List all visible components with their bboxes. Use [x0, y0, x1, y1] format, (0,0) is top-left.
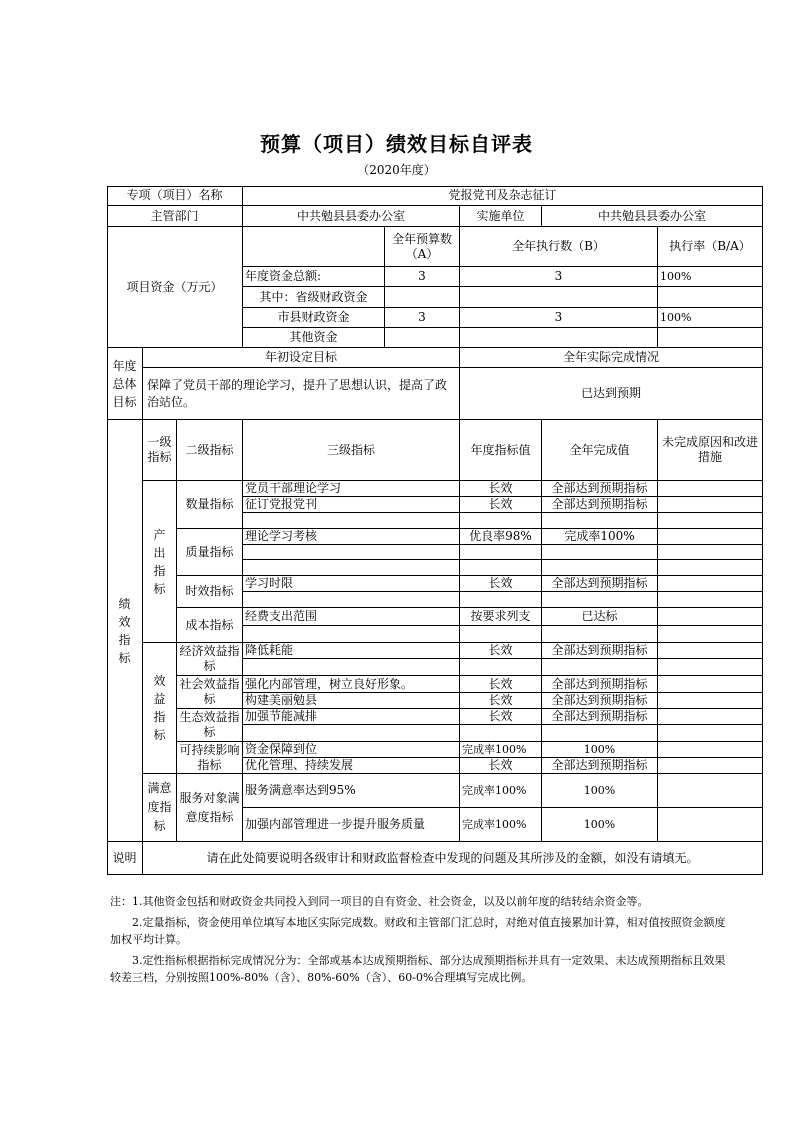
indicator-name: 构建美丽勉县: [243, 693, 460, 709]
empty-cell: [460, 626, 542, 643]
empty-cell: [658, 725, 763, 742]
funds-row-exec: 3: [460, 308, 658, 328]
indicator-target: 长效: [460, 693, 542, 709]
header-target: 年度指标值: [460, 420, 542, 481]
indicator-target: 完成率100%: [460, 774, 542, 808]
header-level3: 三级指标: [243, 420, 460, 481]
overall-goal-label: 年度 总体 目标: [107, 348, 143, 420]
empty-cell: [658, 659, 763, 676]
performance-label: 绩 效 指 标: [107, 420, 143, 842]
empty-cell: [460, 560, 542, 576]
funds-row-budget: [385, 328, 460, 348]
indicator-actual: 全部达到预期指标: [542, 693, 658, 709]
indicator-name: 降低耗能: [243, 643, 460, 659]
economic-indicator-label: 经济效益指标: [177, 643, 243, 676]
indicator-reason: [658, 529, 763, 545]
social-indicator-label: 社会效益指标: [177, 676, 243, 709]
indicator-reason: [658, 676, 763, 693]
empty-cell: [243, 560, 460, 576]
indicator-name: 加强内部管理进一步提升服务质量: [243, 808, 460, 842]
funds-col-exec: 全年执行数（B）: [460, 227, 658, 267]
indicator-reason: [658, 608, 763, 626]
empty-cell: [460, 725, 542, 742]
indicator-target: 长效: [460, 497, 542, 513]
funds-row-budget: 3: [385, 267, 460, 287]
remark-label: 说明: [107, 842, 143, 875]
page-title: 预算（项目）绩效目标自评表: [260, 132, 533, 156]
funds-header-blank: [243, 227, 385, 267]
indicator-name: 学习时限: [243, 576, 460, 592]
funds-row-name: 其他资金: [243, 328, 385, 348]
empty-cell: [243, 626, 460, 643]
funds-row-exec: [460, 287, 658, 308]
empty-cell: [542, 560, 658, 576]
funds-row-name: 市县财政资金: [243, 308, 385, 328]
footnotes: [110, 893, 730, 990]
indicator-target: 按要求列支: [460, 608, 542, 626]
empty-cell: [542, 545, 658, 560]
empty-cell: [460, 513, 542, 529]
service-satisfaction-label: 服务对象满意度指标: [177, 774, 243, 842]
executor-label: 实施单位: [460, 206, 542, 227]
empty-cell: [243, 659, 460, 676]
ecology-indicator-label: 生态效益指标: [177, 709, 243, 742]
supervisor-value: 中共勉县县委办公室: [243, 206, 460, 227]
funds-row-rate: [658, 287, 763, 308]
indicator-reason: [658, 742, 763, 758]
quality-indicator-label: 质量指标: [177, 529, 243, 576]
funds-row-name: 年度资金总额:: [243, 267, 385, 287]
indicator-actual: 全部达到预期指标: [542, 481, 658, 497]
indicator-name: 征订党报党刊: [243, 497, 460, 513]
indicator-actual: 全部达到预期指标: [542, 643, 658, 659]
executor-value: 中共勉县县委办公室: [542, 206, 763, 227]
empty-cell: [243, 545, 460, 560]
goal-actual-header: 全年实际完成情况: [460, 348, 763, 368]
output-indicator-label: 产 出 指 标: [143, 481, 177, 643]
remark-text: 请在此处简要说明各级审计和财政监督检查中发现的问题及其所涉及的金额，如没有请填无。: [143, 842, 763, 875]
funds-label: 项目资金（万元）: [107, 227, 243, 348]
indicator-actual: 全部达到预期指标: [542, 676, 658, 693]
funds-col-budget: 全年预算数（A）: [385, 227, 460, 267]
indicator-reason: [658, 497, 763, 513]
time-indicator-label: 时效指标: [177, 576, 243, 608]
indicator-actual: 100%: [542, 742, 658, 758]
indicator-target: 长效: [460, 576, 542, 592]
empty-cell: [658, 560, 763, 576]
indicator-target: 完成率100%: [460, 808, 542, 842]
empty-cell: [243, 725, 460, 742]
empty-cell: [658, 592, 763, 608]
funds-row-exec: 3: [460, 267, 658, 287]
sustainability-indicator-label: 可持续影响指标: [177, 742, 243, 774]
indicator-actual: 全部达到预期指标: [542, 758, 658, 774]
indicator-reason: [658, 774, 763, 808]
empty-cell: [542, 513, 658, 529]
goal-actual-text: 已达到预期: [460, 368, 763, 420]
footnote: 3.定性指标根据指标完成情况分为：全部或基本达成预期指标、部分达成预期指标并具有一定效果、未达成预期指标且效果较差三档，分别按照100%-80%（含）、80%-60%（含）、60-0%合理填写完成比例。: [110, 954, 726, 984]
goal-set-text: 保障了党员干部的理论学习，提升了思想认识，提高了政治站位。: [143, 368, 460, 420]
funds-row-rate: 100%: [658, 308, 763, 328]
supervisor-label: 主管部门: [107, 206, 243, 227]
indicator-actual: 已达标: [542, 608, 658, 626]
footnote: 2.定量指标，资金使用单位填写本地区实际完成数。财政和主管部门汇总时，对绝对值直接累加计算，相对值按照资金额度加权平均计算。: [110, 916, 726, 946]
self-evaluation-table: [107, 186, 763, 875]
empty-cell: [460, 659, 542, 676]
empty-cell: [460, 545, 542, 560]
indicator-target: 长效: [460, 676, 542, 693]
empty-cell: [460, 592, 542, 608]
indicator-name: 加强节能减排: [243, 709, 460, 725]
benefit-indicator-label: 效 益 指 标: [143, 643, 177, 774]
project-name-label: 专项（项目）名称: [107, 186, 243, 206]
quantity-indicator-label: 数量指标: [177, 481, 243, 529]
funds-row-budget: 3: [385, 308, 460, 328]
header-reason: 未完成原因和改进措施: [658, 420, 763, 481]
indicator-reason: [658, 709, 763, 725]
indicator-actual: 全部达到预期指标: [542, 497, 658, 513]
funds-col-rate: 执行率（B/A）: [658, 227, 763, 267]
indicator-target: 优良率98%: [460, 529, 542, 545]
footnote: 注：1.其他资金包括和财政资金共同投入到同一项目的自有资金、社会资金，以及以前年度的结转结余资金等。: [110, 895, 649, 908]
indicator-actual: 100%: [542, 774, 658, 808]
indicator-name: 服务满意率达到95%: [243, 774, 460, 808]
funds-row-rate: [658, 328, 763, 348]
empty-cell: [658, 626, 763, 643]
satisfaction-indicator-label: 满意度指标: [143, 774, 177, 842]
project-name-value: 党报党刊及杂志征订: [243, 186, 763, 206]
indicator-reason: [658, 758, 763, 774]
indicator-target: 完成率100%: [460, 742, 542, 758]
indicator-name: 强化内部管理，树立良好形象。: [243, 676, 460, 693]
empty-cell: [542, 659, 658, 676]
indicator-target: 长效: [460, 709, 542, 725]
empty-cell: [542, 626, 658, 643]
funds-row-rate: 100%: [658, 267, 763, 287]
funds-row-budget: [385, 287, 460, 308]
indicator-target: 长效: [460, 758, 542, 774]
empty-cell: [658, 545, 763, 560]
funds-row-exec: [460, 328, 658, 348]
cost-indicator-label: 成本指标: [177, 608, 243, 643]
indicator-reason: [658, 576, 763, 592]
indicator-reason: [658, 481, 763, 497]
indicator-name: 经费支出范围: [243, 608, 460, 626]
goal-set-header: 年初设定目标: [143, 348, 460, 368]
empty-cell: [243, 592, 460, 608]
indicator-target: 长效: [460, 481, 542, 497]
indicator-reason: [658, 693, 763, 709]
indicator-reason: [658, 808, 763, 842]
empty-cell: [658, 513, 763, 529]
indicator-target: 长效: [460, 643, 542, 659]
indicator-name: 理论学习考核: [243, 529, 460, 545]
indicator-actual: 完成率100%: [542, 529, 658, 545]
indicator-actual: 100%: [542, 808, 658, 842]
indicator-actual: 全部达到预期指标: [542, 709, 658, 725]
funds-row-name: 其中：省级财政资金: [243, 287, 385, 308]
indicator-actual: 全部达到预期指标: [542, 576, 658, 592]
indicator-name: 党员干部理论学习: [243, 481, 460, 497]
indicator-reason: [658, 643, 763, 659]
header-actual: 全年完成值: [542, 420, 658, 481]
header-level2: 二级指标: [177, 420, 243, 481]
empty-cell: [542, 725, 658, 742]
empty-cell: [542, 592, 658, 608]
indicator-name: 资金保障到位: [243, 742, 460, 758]
report-year: （2020年度）: [357, 163, 436, 177]
empty-cell: [243, 513, 460, 529]
indicator-name: 优化管理、持续发展: [243, 758, 460, 774]
header-level1: 一级指标: [143, 420, 177, 481]
